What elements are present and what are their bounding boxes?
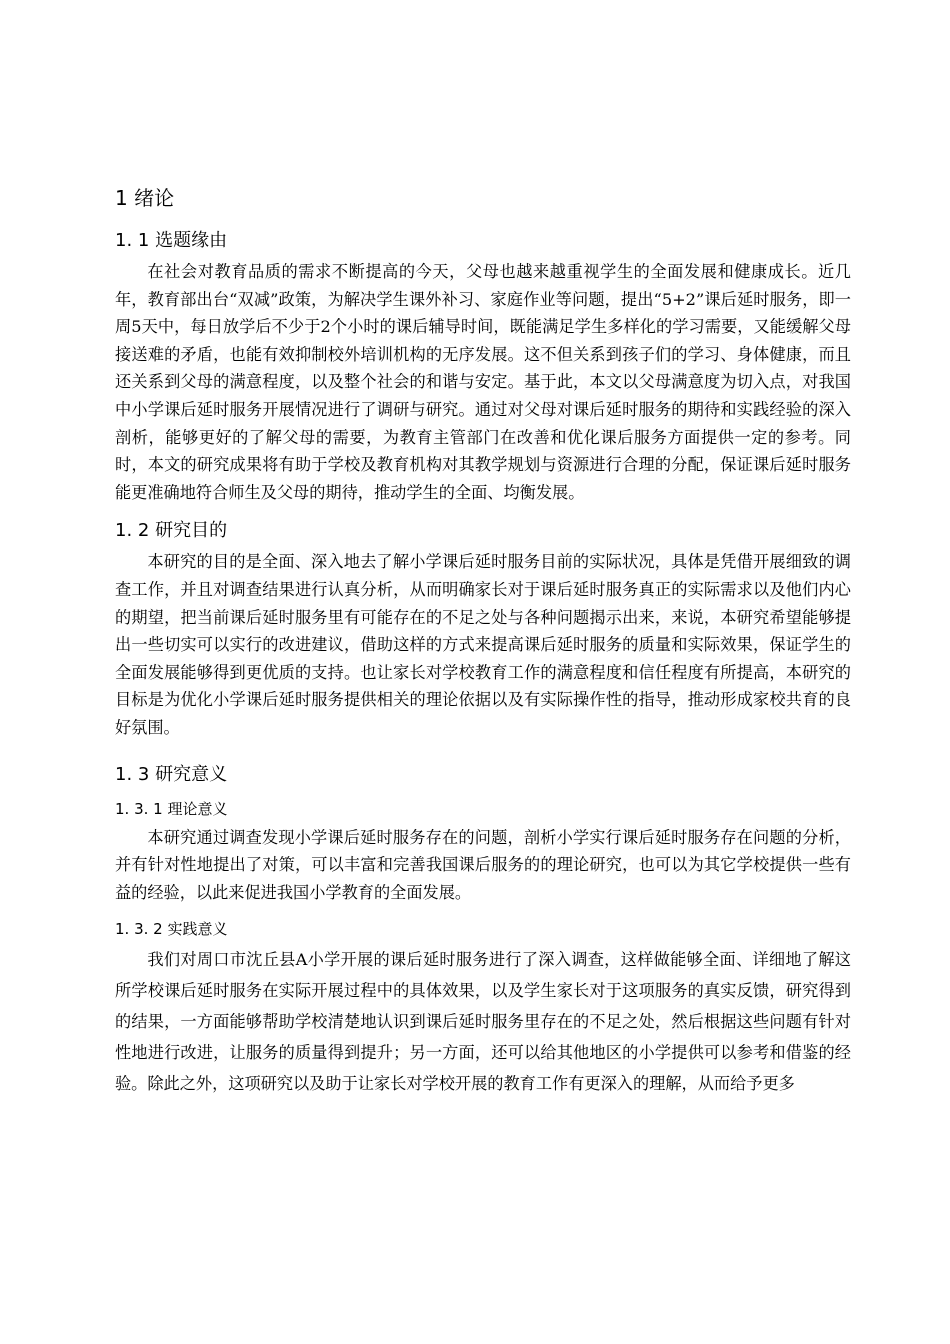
section-paragraph-purpose: 本研究的目的是全面、深入地去了解小学课后延时服务目前的实际状况，具体是凭借开展细致的调查工作，并且对调查结果进行认真分析，从而明确家长对于课后延时服务真正的实际需求以及他们内心的期望，把当前课后延时服务里有可能存在的不足之处与各种问题揭示出来，来说，本研究希望能够提出一些切实可以实行的改进建议，借助这样的方式来提高课后延时服务的质量和实际效果，保证学生的全面发展能够得到更优质的支持。也让家长对学校教育工作的满意程度和信任程度有所提高，本研究的目标是为优化小学课后延时服务提供相关的理论依据以及有实际操作性的指导，推动形成家校共育的良好氛围。 <box>115 552 851 737</box>
section-heading-purpose: 1. 2 研究目的 <box>115 520 228 542</box>
section-heading-significance: 1. 3 研究意义 <box>115 763 228 785</box>
chapter-title: 1 绪论 <box>115 186 175 210</box>
subsection-paragraph-practice: 我们对周口市沈丘县A小学开展的课后延时服务进行了深入调查，这样做能够全面、详细地了解这所学校课后延时服务在实际开展过程中的具体效果，以及学生家长对于这项服务的真实反馈，研究得到的结果，一方面能够帮助学校清楚地认识到课后延时服务里存在的不足之处，然后根据这些问题有针对性地进行改进，让服务的质量得到提升；另一方面，还可以给其他地区的小学提供可以参考和借鉴的经验。除此之外，这项研究以及助于让家长对学校开展的教育工作有更深入的理解，从而给予更多 <box>115 950 851 1094</box>
subsection-paragraph-theory: 本研究通过调查发现小学课后延时服务存在的问题，剖析小学实行课后延时服务存在问题的分析，并有针对性地提出了对策，可以丰富和完善我国课后服务的的理论研究，也可以为其它学校提供一些有益的经验，以此来促进我国小学教育的全面发展。 <box>115 827 851 902</box>
document-body <box>115 184 851 1111</box>
subsection-heading-theory: 1. 3. 1 理论意义 <box>115 799 228 818</box>
subsection-heading-practice: 1. 3. 2 实践意义 <box>115 920 228 939</box>
section-paragraph-reason: 在社会对教育品质的需求不断提高的今天，父母也越来越重视学生的全面发展和健康成长。近几年，教育部出台“双减”政策，为解决学生课外补习、家庭作业等问题，提出“5+2”课后延时服务，即一周5天中，每日放学后不少于2个小时的课后辅导时间，既能满足学生多样化的学习需要，又能缓解父母接送难的矛盾，也能有效抑制校外培训机构的无序发展。这不但关系到孩子们的学习、身体健康，而且还关系到父母的满意程度，以及整个社会的和谐与安定。基于此，本文以父母满意度为切入点，对我国中小学课后延时服务开展情况进行了调研与研究。通过对父母对课后延时服务的期待和实践经验的深入剖析，能够更好的了解父母的需要，为教育主管部门在改善和优化课后服务方面提供一定的参考。同时，本文的研究成果将有助于学校及教育机构对其教学规划与资源进行合理的分配，保证课后延时服务能更准确地符合师生及父母的期待，推动学生的全面、均衡发展。 <box>115 262 851 502</box>
section-heading-reason: 1. 1 选题缘由 <box>115 230 228 251</box>
